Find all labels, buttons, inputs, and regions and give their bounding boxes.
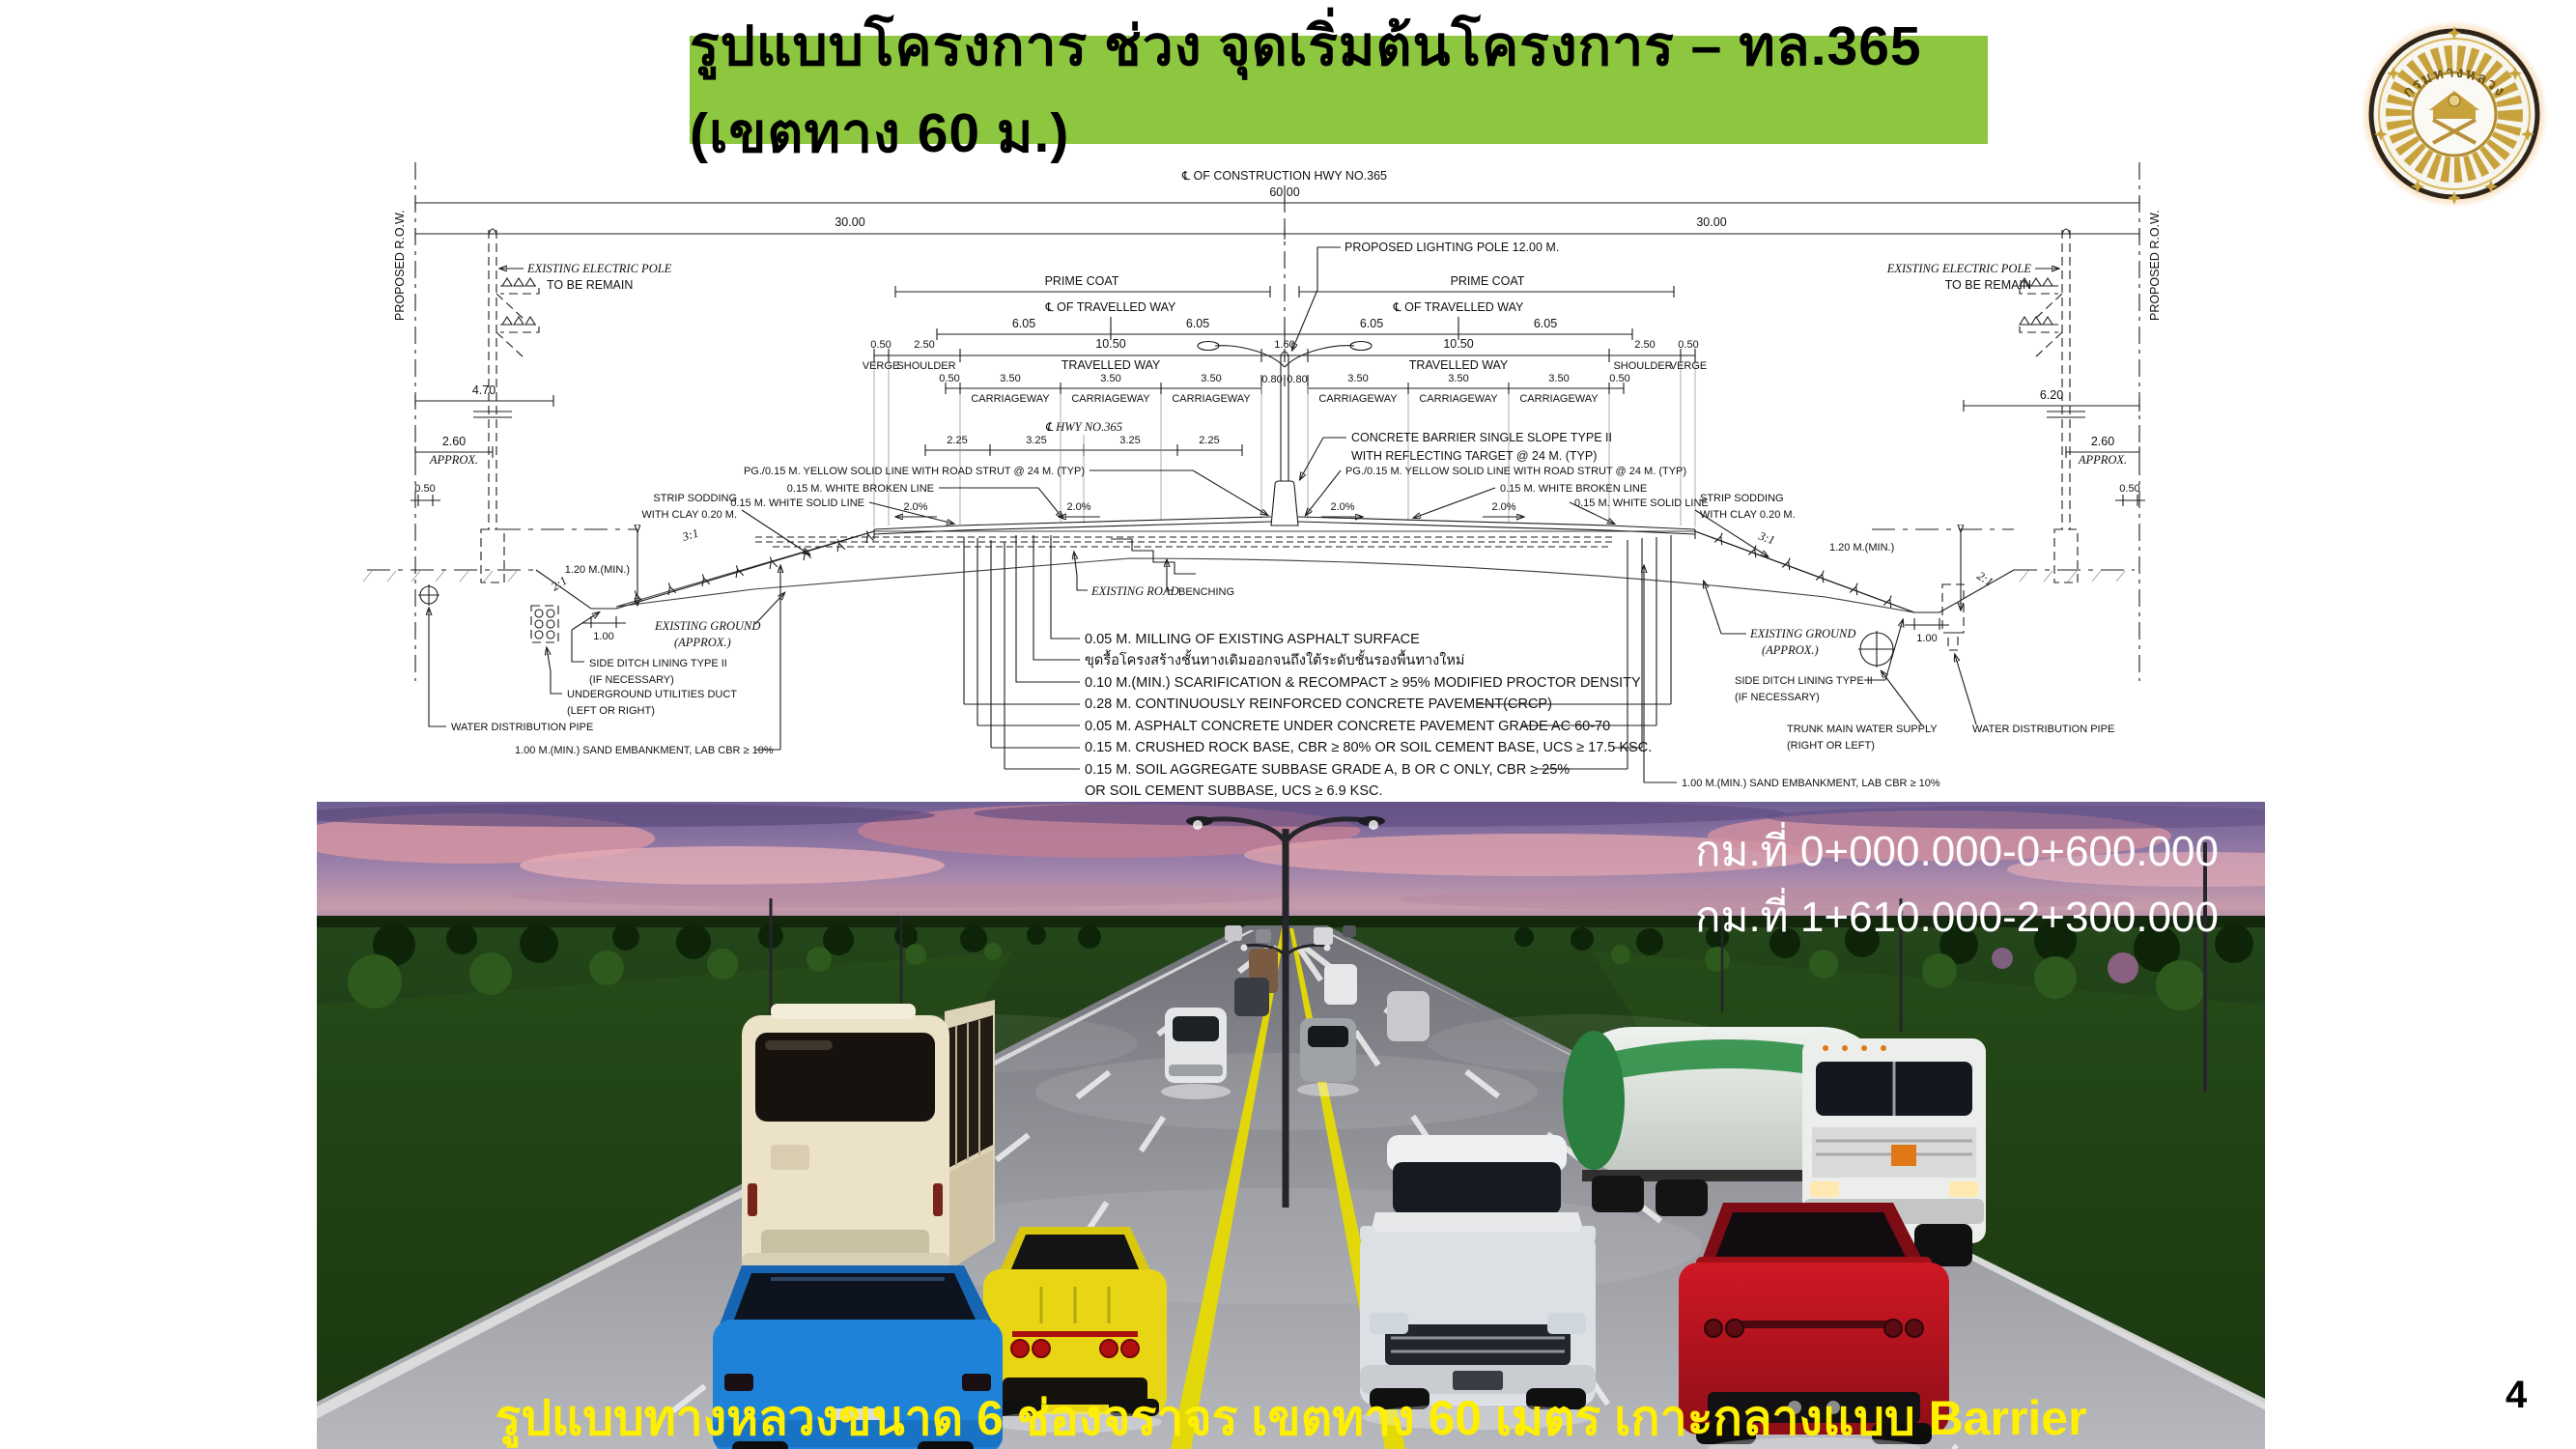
dim-label: 2.60 (2090, 435, 2115, 448)
label: PRIME COAT (1450, 274, 1525, 288)
callout-label: WATER DISTRIBUTION PIPE (1972, 724, 2115, 735)
dim-label: 3.50 (1000, 373, 1021, 384)
seal-emblem-icon (2361, 20, 2548, 208)
render-caption: รูปแบบทางหลวงขนาด 6 ช่องจราจร เขตทาง 60 เมตร เกาะกลางแบบ Barrier (495, 1391, 2087, 1445)
dim-label: 0.50 (939, 373, 960, 384)
dim-label: 0.80 (1287, 374, 1308, 385)
callout-label: SIDE DITCH LINING TYPE II (1735, 675, 1873, 687)
label: CARRIAGEWAY (1519, 393, 1599, 405)
dim-label: APPROX. (429, 453, 479, 467)
title-banner (690, 15, 1988, 164)
dim-label: 30.00 (1696, 215, 1727, 229)
callout-label: PG./0.15 M. YELLOW SOLID LINE WITH ROAD STRUT @ 24 M. (TYP) (1345, 466, 1687, 477)
dim-label: 3.50 (1548, 373, 1570, 384)
page-title: รูปแบบโครงการ ช่วง จุดเริ่มต้นโครงการ – ทล.365 (เขตทาง 60 ม.) (690, 15, 1922, 164)
layer-item: 0.15 M. CRUSHED ROCK BASE, CBR ≥ 80% OR SOIL CEMENT BASE, UCS ≥ 17.5 KSC. (1085, 740, 1653, 755)
dim-label: 6.05 (1359, 317, 1384, 330)
label: ℄ OF TRAVELLED WAY (1393, 300, 1524, 314)
callout-label: WITH CLAY 0.20 M. (1700, 509, 1796, 521)
label: ℄ HWY NO.365 (1045, 420, 1122, 434)
callout-label: (APPROX.) (1762, 643, 1819, 657)
slope-label: 2:1 (549, 573, 570, 594)
cross-section-drawing (319, 145, 2260, 802)
dim-label: 0.50 (1678, 339, 1699, 351)
label: SHOULDER (896, 360, 956, 372)
doh-seal-logo (2360, 14, 2549, 215)
highway-3d-render (317, 802, 2265, 1449)
station-line-1: กม.ที่ 0+000.000-0+600.000 (1694, 828, 2219, 875)
slope-label: 2.0% (1066, 501, 1091, 513)
dim-label: 3.25 (1026, 435, 1047, 446)
callout-label: EXISTING ELECTRIC POLE (527, 262, 672, 275)
callout-label: EXISTING GROUND (1750, 627, 1856, 640)
slope-label: 3:1 (680, 526, 700, 544)
callout-label: TO BE REMAIN (1944, 278, 2031, 292)
callout-label: (IF NECESSARY) (589, 674, 674, 686)
callout-label: (RIGHT OR LEFT) (1787, 740, 1875, 752)
slope-label: 2:1 (1974, 568, 1996, 589)
callout-label: (LEFT OR RIGHT) (567, 705, 655, 717)
dim-label: 0.50 (870, 339, 892, 351)
centerline-label: ℄ OF CONSTRUCTION HWY NO.365 (1182, 169, 1387, 183)
callout-label: 1.00 M.(MIN.) SAND EMBANKMENT, LAB CBR ≥ 10% (1682, 778, 1940, 789)
pink-tree (2108, 952, 2138, 983)
dim-label: APPROX. (2078, 453, 2128, 467)
callout-label: TO BE REMAIN (547, 278, 634, 292)
callout-label: 1.00 M.(MIN.) SAND EMBANKMENT, LAB CBR ≥ 10% (515, 745, 774, 756)
label: CARRIAGEWAY (1419, 393, 1498, 405)
layer-item: 0.28 M. CONTINUOUSLY REINFORCED CONCRETE PAVEMENT(CRCP) (1085, 696, 1552, 712)
callout-label: 0.15 M. WHITE SOLID LINE (1574, 497, 1709, 509)
layer-item: 0.05 M. MILLING OF EXISTING ASPHALT SURFACE (1085, 632, 1420, 647)
callout-label: WITH CLAY 0.20 M. (641, 509, 737, 521)
dim-label: 6.05 (1533, 317, 1558, 330)
dim-label: 2.25 (947, 435, 968, 446)
dim-label: 3.50 (1448, 373, 1469, 384)
dim-label: 60.00 (1269, 185, 1300, 199)
callout-label: WITH REFLECTING TARGET @ 24 M. (TYP) (1351, 449, 1598, 463)
row-label-left: PROPOSED R.O.W. (393, 210, 407, 321)
label: CARRIAGEWAY (1071, 393, 1150, 405)
label: VERGE (862, 360, 900, 372)
lower-left-callouts (418, 566, 784, 756)
label: TRAVELLED WAY (1061, 358, 1161, 372)
callout-label: SIDE DITCH LINING TYPE II (589, 658, 727, 669)
dim-label: 4.70 (471, 384, 496, 397)
dim-label: 0.80 (1261, 374, 1283, 385)
label: ℄ OF TRAVELLED WAY (1045, 300, 1176, 314)
dim-label: 30.00 (835, 215, 865, 229)
pavement-layer-list (964, 535, 1671, 799)
page-number: 4 (2505, 1374, 2528, 1416)
callout-label: 0.15 M. WHITE BROKEN LINE (1500, 483, 1648, 495)
dim-label: 0.50 (1609, 373, 1630, 384)
label: VERGE (1669, 360, 1708, 372)
callout-label: CONCRETE BARRIER SINGLE SLOPE TYPE II (1351, 431, 1612, 444)
dim-label: 2.25 (1199, 435, 1220, 446)
dim-label: 3.50 (1100, 373, 1121, 384)
callout-label: WATER DISTRIBUTION PIPE (451, 722, 594, 733)
callout-label: PG./0.15 M. YELLOW SOLID LINE WITH ROAD STRUT @ 24 M. (TYP) (743, 466, 1085, 477)
dim-label: 10.50 (1095, 337, 1126, 351)
layer-item: 0.15 M. SOIL AGGREGATE SUBBASE GRADE A, B OR C ONLY, CBR ≥ 25% (1085, 762, 1571, 778)
slope-label: 2.0% (903, 501, 928, 513)
callout-label: EXISTING GROUND (655, 619, 761, 633)
callout-label: STRIP SODDING (653, 493, 737, 504)
callout-label: TRUNK MAIN WATER SUPPLY (1787, 724, 1938, 735)
callout-label: BENCHING (1178, 586, 1235, 598)
label: SHOULDER (1613, 360, 1673, 372)
tour-bus-cream (742, 1000, 995, 1284)
dim-label: 2.50 (914, 339, 935, 351)
dim-label: 2.60 (441, 435, 467, 448)
slope-label: 2.0% (1491, 501, 1516, 513)
dim-label: 6.05 (1185, 317, 1210, 330)
callout-label: EXISTING ROAD (1091, 584, 1179, 598)
dim-label: 6.05 (1011, 317, 1036, 330)
label: CARRIAGEWAY (1172, 393, 1251, 405)
layer-item: 0.10 M.(MIN.) SCARIFICATION & RECOMPACT ≥ 95% MODIFIED PROCTOR DENSITY (1085, 675, 1641, 691)
dim-label: 1.20 M.(MIN.) (1829, 542, 1895, 554)
seal-agency-text: กรมทางหลวง (2399, 64, 2509, 101)
slope-label: 2.0% (1330, 501, 1355, 513)
dim-label: 1.20 M.(MIN.) (564, 564, 630, 576)
callout-label: STRIP SODDING (1700, 493, 1784, 504)
dim-label: 1.60 (1274, 339, 1295, 351)
layer-item: ขุดรื้อโครงสร้างชั้นทางเดิมออกจนถึงใต้ระดับชั้นรองพื้นทางใหม่ (1085, 653, 1465, 668)
dim-label: 6.20 (2039, 388, 2064, 402)
label: CARRIAGEWAY (971, 393, 1050, 405)
dim-label: 0.50 (2119, 483, 2140, 495)
callout-label: 0.15 M. WHITE BROKEN LINE (786, 483, 934, 495)
layer-item: 0.05 M. ASPHALT CONCRETE UNDER CONCRETE PAVEMENT GRADE AC 60-70 (1085, 719, 1611, 734)
dim-label: 0.50 (414, 483, 436, 495)
station-line-2: กม.ที่ 1+610.000-2+300.000 (1694, 894, 2219, 942)
callout-label: (APPROX.) (674, 636, 731, 649)
side-dimensions (410, 384, 2145, 506)
layer-item: OR SOIL CEMENT SUBBASE, UCS ≥ 6.9 KSC. (1085, 783, 1383, 799)
callout-label: 0.15 M. WHITE SOLID LINE (730, 497, 864, 509)
dim-label: 3.25 (1119, 435, 1141, 446)
label: TRAVELLED WAY (1408, 358, 1509, 372)
callout-label: EXISTING ELECTRIC POLE (1886, 262, 2031, 275)
dim-label: 3.50 (1201, 373, 1222, 384)
callout-label: UNDERGROUND UTILITIES DUCT (567, 689, 738, 700)
callout-label: PROPOSED LIGHTING POLE 12.00 M. (1345, 241, 1560, 254)
dim-label: 2.50 (1634, 339, 1656, 351)
row-and-dimension-frame (393, 162, 2162, 681)
distant-van (1324, 964, 1357, 1005)
dim-label: 1.00 (1916, 633, 1938, 644)
dim-label: 10.50 (1443, 337, 1474, 351)
label: CARRIAGEWAY (1318, 393, 1398, 405)
slope-label: 3:1 (1756, 528, 1777, 548)
label: PRIME COAT (1044, 274, 1119, 288)
callout-label: (IF NECESSARY) (1735, 692, 1820, 703)
dim-label: 1.00 (593, 631, 614, 642)
dim-label: 3.50 (1347, 373, 1369, 384)
station-text (1695, 819, 2219, 951)
row-label-right: PROPOSED R.O.W. (2148, 210, 2162, 321)
